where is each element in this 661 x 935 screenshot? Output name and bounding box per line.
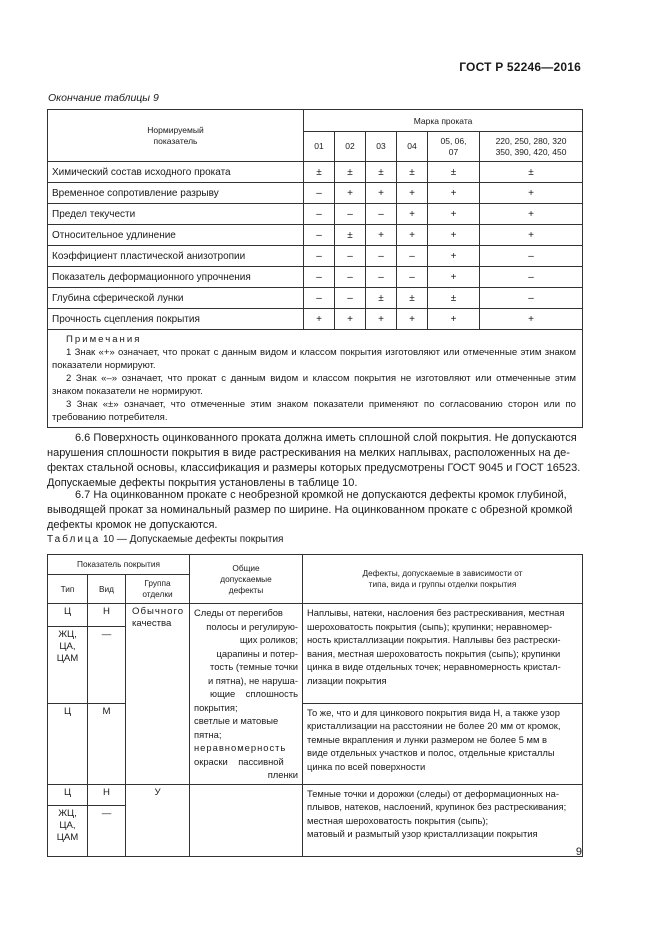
cell-value: ±: [397, 288, 428, 309]
grade-header: 02: [335, 132, 366, 162]
cell-value: –: [366, 246, 397, 267]
paragraph-line: 6.6 Поверхность оцинкованного проката должна иметь сплошной слой покрытия. Не допускаются: [75, 432, 577, 444]
general-defects-cell: [190, 604, 303, 785]
table-row: [48, 288, 583, 309]
cell-value: –: [304, 288, 335, 309]
grade-header: 03: [366, 132, 397, 162]
grade-header-line: 07: [448, 146, 459, 157]
general-line: царапины и потер-: [216, 647, 298, 659]
notes-title: Примечания: [66, 334, 142, 345]
allowed-line: лизации покрытия: [307, 674, 387, 686]
indicator-name: Показатель деформационного упрочнения: [48, 267, 304, 288]
cell-value: +: [397, 204, 428, 225]
cell-value: +: [428, 183, 480, 204]
allowed-line: местная шероховатость покрытия (сыпь);: [307, 814, 489, 826]
finish-group-header: [126, 575, 190, 604]
header-line: типа, вида и группы отделки покрытия: [368, 579, 517, 589]
finish-cell: У: [126, 784, 190, 856]
type-line: ЦАМ: [56, 653, 79, 665]
general-line: полосы и регулирую-: [206, 620, 298, 632]
general-line: щих роликов;: [239, 634, 298, 645]
type-cell: Ц: [48, 784, 88, 805]
cell-value: –: [366, 267, 397, 288]
cell-value: –: [335, 246, 366, 267]
type-cell: Ц: [48, 604, 88, 627]
cell-value: +: [428, 246, 480, 267]
header-line: дефекты: [228, 584, 264, 595]
general-line: тость (темные точки: [210, 661, 298, 672]
general-line: пленки: [267, 769, 298, 780]
allowed-defects-header: [303, 555, 583, 604]
header-line: Общие: [232, 562, 260, 573]
type-line: ЖЦ,: [58, 807, 77, 819]
cell-value: –: [480, 246, 583, 267]
table-10: [47, 554, 583, 857]
cell-value: ±: [397, 162, 428, 183]
allowed-defects-cell: [303, 784, 583, 856]
table-row: [48, 183, 583, 204]
coating-indicator-header: Показатель покрытия: [48, 555, 190, 575]
general-line: покрытия;: [194, 701, 238, 713]
type-line: ЦАМ: [56, 831, 79, 843]
header-line: Группа: [144, 578, 171, 588]
type-line: ЦА,: [59, 641, 76, 653]
grade-header: 01: [304, 132, 335, 162]
cell-value: +: [397, 309, 428, 330]
finish-line: Обычного: [132, 606, 185, 617]
paragraph-line: дефекты кромок не допускаются.: [47, 519, 218, 531]
paragraph-line: 6.7 На оцинкованном прокате с необрезной кромкой не допускаются дефекты кромок глубиной,: [75, 489, 567, 501]
table-row: [48, 267, 583, 288]
kind-cell: Н: [88, 604, 126, 627]
grade-group-header: Марка проката: [304, 110, 583, 132]
general-line: окраски пассивной: [194, 755, 284, 767]
general-line: и пятна), не наруша-: [207, 674, 298, 686]
table-row: [48, 225, 583, 246]
table-9-notes: [48, 330, 583, 428]
cell-value: ±: [428, 162, 480, 183]
kind-header: Вид: [88, 575, 126, 604]
indicator-header-line1: Нормируемый: [147, 124, 204, 135]
cell-value: ±: [335, 162, 366, 183]
indicator-name: Временное сопротивление разрыву: [48, 183, 304, 204]
type-cell: [48, 805, 88, 856]
indicator-name: Предел текучести: [48, 204, 304, 225]
allowed-line: ность кристаллизации покрытия. Наплывы без растрески-: [307, 634, 561, 645]
grade-header: 04: [397, 132, 428, 162]
cell-value: –: [397, 246, 428, 267]
general-line: Следы от перегибов: [194, 607, 283, 618]
table-10-caption-word: Таблица: [47, 534, 101, 545]
kind-cell: Н: [88, 784, 126, 805]
cell-value: –: [304, 204, 335, 225]
cell-value: +: [428, 309, 480, 330]
table-row: [48, 784, 583, 805]
cell-value: +: [428, 204, 480, 225]
table-10-caption: [47, 534, 283, 545]
table-9: [47, 109, 583, 428]
general-line: пятна;: [194, 728, 222, 740]
general-line: светлые и матовые: [194, 715, 279, 726]
indicator-name: Коэффициент пластической анизотропии: [48, 246, 304, 267]
paragraph-line: выводящей прокат за номинальный размер по ширине. На оцинкованном прокате с обрезной кромкой: [47, 504, 573, 516]
table-9-caption: Окончание таблицы 9: [48, 92, 159, 104]
indicator-name: Глубина сферической лунки: [48, 288, 304, 309]
table-10-caption-text: 10 — Допускаемые дефекты покрытия: [103, 534, 284, 545]
cell-value: +: [366, 183, 397, 204]
cell-value: ±: [480, 162, 583, 183]
allowed-line: плывов, натеков, наслоений, крупинок без растрескивания;: [307, 801, 567, 812]
cell-value: +: [397, 183, 428, 204]
general-line: неравномерность: [194, 742, 287, 753]
indicator-name: Химический состав исходного проката: [48, 162, 304, 183]
general-defects-cell-empty: [190, 784, 303, 856]
type-cell: Ц: [48, 703, 88, 784]
allowed-line: вания, местная шероховатость покрытия (сыпь); крупинки: [307, 647, 561, 659]
cell-value: +: [366, 225, 397, 246]
grade-header: [428, 132, 480, 162]
allowed-line: шероховатость покрытия (сыпь); крупинки; неравномер-: [307, 620, 553, 632]
cell-value: –: [397, 267, 428, 288]
cell-value: +: [480, 204, 583, 225]
cell-value: ±: [335, 225, 366, 246]
allowed-line: цинка в виде отдельных точек; неравномерность кристал-: [307, 661, 561, 672]
cell-value: +: [335, 183, 366, 204]
table-row: [48, 162, 583, 183]
general-line: ющие сплошность: [210, 688, 298, 699]
allowed-line: То же, что и для цинкового покрытия вида Н, а также узор: [307, 706, 560, 718]
allowed-line: цинка по всей поверхности: [307, 760, 426, 772]
paragraph-line: Допускаемые дефекты покрытия установлены в таблице 10.: [47, 477, 358, 489]
cell-value: –: [335, 267, 366, 288]
type-line: ЖЦ,: [58, 629, 77, 641]
cell-value: +: [428, 225, 480, 246]
cell-value: –: [480, 267, 583, 288]
cell-value: –: [335, 204, 366, 225]
cell-value: +: [480, 183, 583, 204]
allowed-defects-cell: [303, 604, 583, 704]
indicator-header-line2: показатель: [153, 135, 198, 146]
cell-value: ±: [428, 288, 480, 309]
type-cell: [48, 627, 88, 704]
allowed-line: кристаллизации на расстоянии не более 20 мм от кромок,: [307, 720, 561, 732]
allowed-line: матовый и размытый узор кристаллизации покрытия: [307, 828, 538, 839]
header-line: допускаемые: [220, 573, 272, 584]
kind-cell: М: [88, 703, 126, 784]
table-9-indicator-header: [48, 110, 304, 162]
note-item: 2 Знак «–» означает, что прокат с данным видом и классом покрытия не изготовляют или отмеченные этим знаком показатели не нормируют.: [52, 373, 577, 397]
header-line: отделки: [142, 589, 173, 599]
page-number: 9: [575, 846, 582, 858]
table-row: [48, 204, 583, 225]
cell-value: ±: [304, 162, 335, 183]
cell-value: –: [480, 288, 583, 309]
cell-value: –: [366, 204, 397, 225]
cell-value: ±: [366, 162, 397, 183]
cell-value: –: [335, 288, 366, 309]
allowed-defects-cell: [303, 703, 583, 784]
cell-value: +: [397, 225, 428, 246]
type-header: Тип: [48, 575, 88, 604]
paragraph-6-6: [47, 431, 582, 491]
cell-value: –: [304, 267, 335, 288]
grade-header-line: 05, 06,: [440, 135, 467, 146]
cell-value: +: [335, 309, 366, 330]
allowed-line: темные вкрапления и лунки размером не более 5 мм в: [307, 733, 547, 745]
note-item: 1 Знак «+» означает, что прокат с данным видом и классом покрытия изготовляют или отмеченные этим знаком показатели нормируют.: [52, 347, 577, 371]
finish-line: качества: [132, 618, 172, 629]
cell-value: +: [428, 267, 480, 288]
standard-designation: ГОСТ Р 52246—2016: [459, 60, 581, 74]
cell-value: –: [304, 225, 335, 246]
grade-header-line: 220, 250, 280, 320: [495, 135, 567, 146]
general-defects-header: [190, 555, 303, 604]
header-line: Дефекты, допускаемые в зависимости от: [362, 568, 523, 578]
allowed-line: виде отдельных участков и полос, отдельные кристаллы: [307, 747, 555, 759]
table-row: [48, 246, 583, 267]
paragraph-line: нарушения сплошности покрытия в виде растрескивания на мелких наплывах, расположенных на де-: [47, 447, 570, 459]
grade-header-line: 350, 390, 420, 450: [495, 146, 567, 157]
paragraph-6-7: [47, 488, 582, 533]
indicator-name: Относительное удлинение: [48, 225, 304, 246]
type-line: ЦА,: [59, 819, 76, 831]
cell-value: ±: [366, 288, 397, 309]
paragraph-line: фектах стальной основы, классификация и размеры которых предусмотрены ГОСТ 9045 и ГОСТ 16523.: [47, 462, 581, 474]
allowed-line: Наплывы, натеки, наслоения без растрескивания, местная: [307, 607, 565, 618]
cell-value: +: [480, 309, 583, 330]
finish-cell-ordinary: [126, 604, 190, 785]
cell-value: +: [304, 309, 335, 330]
kind-cell: —: [88, 627, 126, 704]
grade-header: [480, 132, 583, 162]
note-item: 3 Знак «±» означает, что отмеченные этим знаком показатели применяют по согласованию сторон или по требованию потребителя.: [52, 399, 577, 423]
indicator-name: Прочность сцепления покрытия: [48, 309, 304, 330]
cell-value: –: [304, 246, 335, 267]
table-row: [48, 604, 583, 627]
cell-value: –: [304, 183, 335, 204]
cell-value: +: [366, 309, 397, 330]
cell-value: +: [480, 225, 583, 246]
allowed-line: Темные точки и дорожки (следы) от деформационных на-: [307, 787, 560, 799]
kind-cell: —: [88, 805, 126, 856]
table-row: [48, 309, 583, 330]
